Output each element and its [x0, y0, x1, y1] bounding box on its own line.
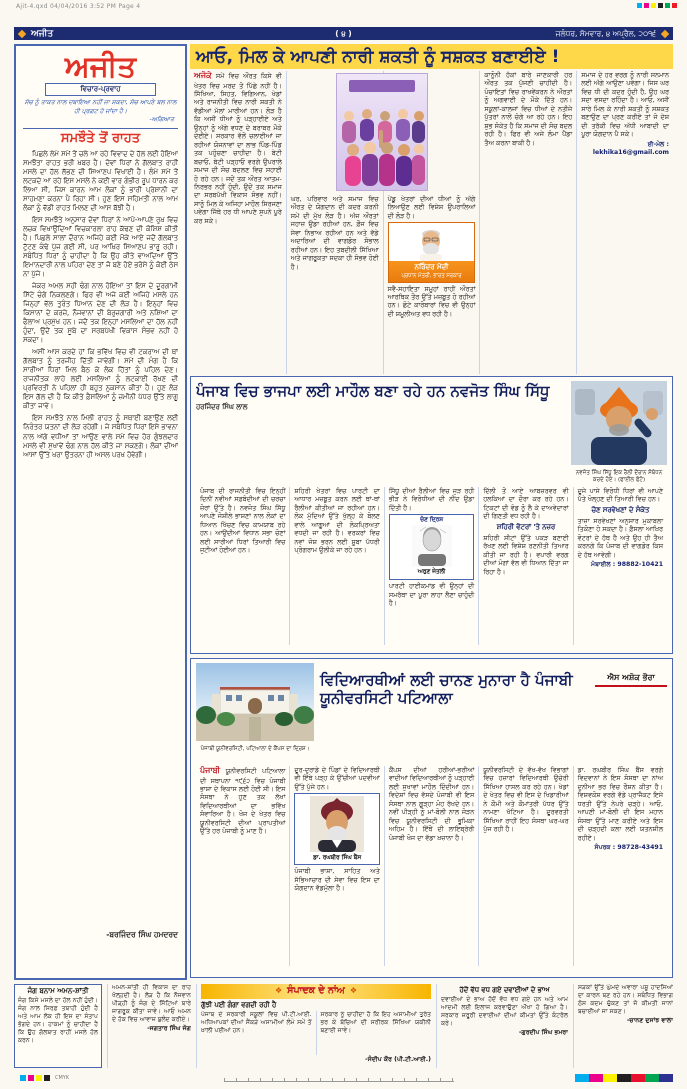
main-headline-band: [190, 44, 673, 69]
letter-medicine-prices: [436, 984, 568, 1068]
article-punjabi-university: [190, 658, 673, 978]
editor-letter-heading: ਗੁੱਝੀ ਪਈ ਗੰਗਾ ਵਗਦੀ ਰਹੀ ਹੈ: [201, 1001, 277, 1009]
university-photo-block: [196, 663, 314, 763]
article2-body: [196, 487, 667, 645]
article1-column-5: [576, 71, 673, 374]
bains-portrait-icon: [310, 796, 364, 852]
article2-headline-wrap: [196, 381, 565, 485]
main-headline: ਆਓ, ਮਿਲ ਕੇ ਆਪਣੀ ਨਾਰੀ ਸ਼ਕਤੀ ਨੂੰ ਸਸ਼ਕਤ ਬਣਾਈਏ !: [196, 46, 560, 67]
editorial-heading: ਸਮਝੌਤੇ ਤੋਂ ਰਾਹਤ: [60, 130, 141, 146]
letter-medicine-body: ਦਵਾਈਆਂ ਦੇ ਭਾਅ ਹੱਦੋਂ ਵੱਧ ਵਧ ਗਏ ਹਨ ਅਤੇ ਆਮ ਆਦਮੀ ਲਈ ਇਲਾਜ ਕਰਵਾਉਣਾ ਔਖਾ ਹੋ ਗਿਆ ਹੈ। ਸਰਕਾਰ ਜ਼ਰੂਰੀ ਦਵਾਈਆਂ ਦੀਆਂ ਕੀਮਤਾਂ ਉੱਤੇ ਕੰਟਰੋਲ ਕਰੇ।: [441, 995, 568, 1027]
editorial-paragraph: ਜੇਕਰ ਅਮਲ ਸਹੀ ਢੰਗ ਨਾਲ ਹੋਇਆ ਤਾਂ ਇਸ ਦੇ ਦੂਰਗਾਮੀ ਸਿੱਟੇ ਚੰਗੇ ਨਿਕਲਣਗੇ। ਫਿਰ ਵੀ ਅਜੇ ਕਈ ਅਜਿਹੇ ਮਸਲੇ ਹਨ ਜਿਨ੍ਹਾਂ ਵੱਲ ਤੁਰੰਤ ਧਿਆਨ ਦੇਣ ਦੀ ਲੋੜ ਹੈ। ਇਨ੍ਹਾਂ ਵਿਚ ਕਿਸਾਨਾਂ ਦੇ ਕਰਜ਼ੇ, ਨੌਜਵਾਨਾਂ ਦੀ ਬੇਰੁਜ਼ਗਾਰੀ ਅਤੇ ਨਸ਼ਿਆਂ ਦਾ ਫੈਲਾਅ ਪ੍ਰਮੁੱਖ ਹਨ। ਜਦੋਂ ਤਕ ਇਨ੍ਹਾਂ ਮਸਲਿਆਂ ਦਾ ਹੱਲ ਨਹੀਂ ਹੁੰਦਾ, ਉਦੋਂ ਤਕ ਸੂਬੇ ਦਾ ਸਰਬਪੱਖੀ ਵਿਕਾਸ ਸੰਭਵ ਨਹੀਂ ਹੋ ਸਕਦਾ।: [23, 282, 178, 345]
article2-column-2-text: ਸ਼ਹਿਰੀ ਖੇਤਰਾਂ ਵਿਚ ਪਾਰਟੀ ਦਾ ਆਧਾਰ ਮਜ਼ਬੂਤ ਕਰਨ ਲਈ ਥਾਂ-ਥਾਂ ਰੈਲੀਆਂ ਕੀਤੀਆਂ ਜਾ ਰਹੀਆਂ ਹਨ। ਲੋਕ ਮੁੱਦਿਆਂ ਉੱਤੇ ਖੁੱਲ੍ਹ ਕੇ ਬੋਲਣ ਵਾਲੇ ਆਗੂਆਂ ਦੀ ਲੋਕਪ੍ਰਿਅਤਾ ਵਧਦੀ ਜਾ ਰਹੀ ਹੈ। ਵਰਕਰਾਂ ਵਿਚ ਨਵਾਂ ਜੋਸ਼ ਭਰਨ ਲਈ ਸੂਬਾ ਪੱਧਰੀ ਪ੍ਰੋਗਰਾਮ ਉਲੀਕੇ ਜਾ ਰਹੇ ਹਨ।: [294, 487, 380, 555]
article3-column-2b-text: ਪੰਜਾਬੀ ਭਾਸ਼ਾ, ਸਾਹਿਤ ਅਤੇ ਸੱਭਿਆਚਾਰ ਦੀ ਸੇਵਾ ਵਿਚ ਇਸ ਦਾ ਯੋਗਦਾਨ ਵੱਡਮੁੱਲਾ ਹੈ।: [294, 867, 380, 893]
masthead-title: ਅਜੀਤ: [64, 49, 137, 83]
editorial-paragraph: ਪਿਛਲੇ ਲੰਮੇ ਸਮੇਂ ਤੋਂ ਚਲੇ ਆ ਰਹੇ ਵਿਵਾਦ ਦੇ ਹੱਲ ਲਈ ਹੋਇਆ ਸਮਝੌਤਾ ਰਾਹਤ ਭਰੀ ਖ਼ਬਰ ਹੈ। ਦੋਵਾਂ ਧਿਰਾਂ ਨੇ ਗੱਲਬਾਤ ਰਾਹੀਂ ਮਸਲੇ ਦਾ ਹੱਲ ਲੱਭਣ ਦੀ ਸਿਆਣਪ ਵਿਖਾਈ ਹੈ। ਲੰਮੇ ਸਮੇਂ ਤੋਂ ਲਟਕਦੇ ਆ ਰਹੇ ਇਸ ਮਸਲੇ ਨੇ ਕਈ ਵਾਰ ਗੰਭੀਰ ਰੂਪ ਧਾਰਨ ਕਰ ਲਿਆ ਸੀ, ਜਿਸ ਕਾਰਨ ਆਮ ਲੋਕਾਂ ਨੂੰ ਭਾਰੀ ਪ੍ਰੇਸ਼ਾਨੀ ਦਾ ਸਾਹਮਣਾ ਕਰਨਾ ਪੈ ਰਿਹਾ ਸੀ। ਹੁਣ ਇਸ ਸਹਿਮਤੀ ਨਾਲ ਆਮ ਲੋਕਾਂ ਨੂੰ ਵੱਡੀ ਰਾਹਤ ਮਿਲਣ ਦੀ ਆਸ ਬੱਝੀ ਹੈ।: [23, 149, 178, 212]
sidhu-photo-block: [571, 381, 667, 485]
letters-to-editor-block: [196, 984, 431, 1068]
editorial-paragraph: ਇਸ ਸਮਝੌਤੇ ਅਨੁਸਾਰ ਦੋਵਾਂ ਧਿਰਾਂ ਨੇ ਆਪੋ-ਆਪਣੇ ਰੁਖ਼ ਵਿਚ ਲਚਕ ਵਿਖਾਉਂਦਿਆਂ ਵਿਚਕਾਰਲਾ ਰਾਹ ਕੱਢਣ ਦੀ ਕੋਸ਼ਿਸ਼ ਕੀਤੀ ਹੈ। ਪਿਛਲੇ ਸਾਲਾਂ ਦੌਰਾਨ ਅਜਿਹੇ ਕਈ ਮੌਕੇ ਆਏ ਜਦੋਂ ਗੱਲਬਾਤ ਟੁੱਟਣ ਕੰਢੇ ਪੁੱਜ ਗਈ ਸੀ, ਪਰ ਆਖ਼ਿਰ ਸਿਆਣਪ ਭਾਰੂ ਰਹੀ। ਸਬੰਧਿਤ ਧਿਰਾਂ ਨੂੰ ਚਾਹੀਦਾ ਹੈ ਕਿ ਉਹ ਕੀਤੇ ਵਾਅਦਿਆਂ ਉੱਤੇ ਇਮਾਨਦਾਰੀ ਨਾਲ ਪਹਿਰਾ ਦੇਣ ਤਾਂ ਜੋ ਬਣੇ ਹੋਏ ਭਰੋਸੇ ਨੂੰ ਕੋਈ ਠੇਸ ਨਾ ਪੁੱਜੇ।: [23, 215, 178, 278]
paper-name: ਅਜੀਤ: [31, 28, 54, 39]
article1-column-5-text: ਸਮਾਜ ਦੇ ਹਰ ਵਰਗ ਨੂੰ ਨਾਰੀ ਸਨਮਾਨ ਲਈ ਅੱਗੇ ਆਉਣਾ ਪਵੇਗਾ। ਜਿਸ ਘਰ ਵਿਚ ਧੀ ਦੀ ਕਦਰ ਹੁੰਦੀ ਹੈ, ਉਹ ਘਰ ਸਦਾ ਵਸਦਾ ਰਹਿੰਦਾ ਹੈ। ਆਓ, ਅਸੀਂ ਸਾਰੇ ਮਿਲ ਕੇ ਨਾਰੀ ਸ਼ਕਤੀ ਨੂੰ ਸਸ਼ਕਤ ਬਣਾਉਣ ਦਾ ਪ੍ਰਣ ਕਰੀਏ ਤਾਂ ਜੋ ਦੇਸ਼ ਦੀ ਤਰੱਕੀ ਵਿਚ ਅੱਧੀ ਆਬਾਦੀ ਦਾ ਪੂਰਾ ਯੋਗਦਾਨ ਪੈ ਸਕੇ।: [581, 71, 669, 139]
banner-ornament-left-icon: ❖: [275, 986, 283, 996]
banner-ornament-right-icon: ❖: [349, 986, 357, 996]
article3-column-4-text: ਯੂਨੀਵਰਸਿਟੀ ਦੇ ਵੱਖ-ਵੱਖ ਵਿਭਾਗਾਂ ਵਿਚ ਹਜ਼ਾਰਾਂ ਵਿਦਿਆਰਥੀ ਉਚੇਰੀ ਸਿੱਖਿਆ ਹਾਸਲ ਕਰ ਰਹੇ ਹਨ। ਖੇਡਾਂ ਦੇ ਖੇਤਰ ਵਿਚ ਵੀ ਇਸ ਦੇ ਖਿਡਾਰੀਆਂ ਨੇ ਕੌਮੀ ਅਤੇ ਕੌਮਾਂਤਰੀ ਪੱਧਰ ਉੱਤੇ ਨਾਮਣਾ ਖੱਟਿਆ ਹੈ। ਦੂਰਵਰਤੀ ਸਿੱਖਿਆ ਰਾਹੀਂ ਇਹ ਸੰਸਥਾ ਘਰ-ਘਰ ਪੁੱਜ ਰਹੀ ਹੈ।: [483, 766, 569, 834]
article2-author: ਹਰਜਿੰਦਰ ਸਿੰਘ ਲਾਲ: [196, 403, 248, 412]
cmyk-swatches: [20, 1075, 69, 1081]
sidhu-photo-caption: ਨਵਜੋਤ ਸਿੰਘ ਸਿੱਧੂ ਇਕ ਰੈਲੀ ਦੌਰਾਨ ਸੰਬੋਧਨ ਕਰਦੇ ਹੋਏ। (ਫਾਈਲ ਫੋਟੋ): [575, 470, 663, 483]
article1-column-3b-text: ਸਵੈ-ਸਹਾਇਤਾ ਸਮੂਹਾਂ ਰਾਹੀਂ ਔਰਤਾਂ ਆਰਥਿਕ ਤੌਰ ਉੱਤੇ ਮਜ਼ਬੂਤ ਹੋ ਰਹੀਆਂ ਹਨ। ਛੋਟੇ ਕਾਰੋਬਾਰਾਂ ਵਿਚ ਵੀ ਉਨ੍ਹਾਂ ਦੀ ਸ਼ਮੂਲੀਅਤ ਵਧ ਰਹੀ ਹੈ।: [387, 284, 476, 318]
article3-headline: ਵਿਦਿਆਰਥੀਆਂ ਲਈ ਚਾਨਣ ਮੁਨਾਰਾ ਹੈ ਪੰਜਾਬੀ ਯੂਨੀਵਰਸਿਟੀ ਪਟਿਆਲਾ: [320, 671, 573, 707]
women-crowd-illustration-icon: [337, 74, 427, 190]
article3-column-2a-text: ਦੂਰ-ਦੁਰਾਡੇ ਦੇ ਪਿੰਡਾਂ ਦੇ ਵਿਦਿਆਰਥੀ ਵੀ ਇੱਥੇ ਪੜ੍ਹ ਕੇ ਉੱਚੀਆਂ ਪਦਵੀਆਂ ਉੱਤੇ ਪੁੱਜੇ ਹਨ।: [294, 766, 380, 791]
editor-letter-body-2: ਸਰਕਾਰ ਨੂੰ ਚਾਹੀਦਾ ਹੈ ਕਿ ਇਹ ਅਸਾਮੀਆਂ ਤੁਰੰਤ ਭਰ ਕੇ ਬੱਚਿਆਂ ਦੀ ਸਰੀਰਕ ਸਿੱਖਿਆ ਯਕੀਨੀ ਬਣਾਈ ਜਾਵੇ।: [316, 1011, 432, 1055]
jaitley-name: ਅਰੁਣ ਜੇਤਲੀ: [417, 569, 446, 576]
registration-ruler: [224, 1078, 454, 1082]
article3-column-5-text: ਡਾ. ਰਘਬੀਰ ਸਿੰਘ ਬੈਂਸ ਵਰਗੇ ਵਿਦਵਾਨਾਂ ਨੇ ਇਸ ਸੰਸਥਾ ਦਾ ਨਾਂਅ ਦੁਨੀਆ ਭਰ ਵਿਚ ਰੌਸ਼ਨ ਕੀਤਾ ਹੈ। ਵਿਸ਼ਵਕੋਸ਼ ਵਰਗੇ ਵੱਡੇ ਪ੍ਰਾਜੈਕਟ ਇਸੇ ਧਰਤੀ ਉੱਤੇ ਨੇਪਰੇ ਚੜ੍ਹੇ। ਆਓ, ਆਪਣੀ ਮਾਂ-ਬੋਲੀ ਦੀ ਇਸ ਮਹਾਨ ਸੰਸਥਾ ਉੱਤੇ ਮਾਣ ਕਰੀਏ ਅਤੇ ਇਸ ਦੀ ਚੜ੍ਹਦੀ ਕਲਾ ਲਈ ਯਤਨਸ਼ੀਲ ਰਹੀਏ।: [577, 766, 664, 842]
editorial-divider: [23, 128, 178, 129]
article2-column-3: [384, 487, 478, 645]
editorial-quote-attribution: -ਅਗਿਆਤ: [149, 115, 174, 123]
article1-column-3a-text: ਪੇਂਡੂ ਖੇਤਰਾਂ ਦੀਆਂ ਧੀਆਂ ਨੂੰ ਅੱਗੇ ਲਿਆਉਣ ਲਈ ਵਿਸ਼ੇਸ਼ ਉਪਰਾਲਿਆਂ ਦੀ ਲੋੜ ਹੈ।: [387, 195, 476, 220]
letters-strip: [14, 984, 673, 1068]
letter-stray-cattle-signature: -ਚਾਨਣ ਦੁਸਾਂਝ ਵਾਲਾ: [626, 1016, 673, 1024]
article-sidhu-bjp: [190, 376, 673, 654]
print-info-line: Ajit-4.qxd 04/04/2016 3:52 PM Page 4: [16, 3, 141, 10]
sidhu-photo-icon: [571, 381, 667, 465]
letter-stray-cattle-body: ਸੜਕਾਂ ਉੱਤੇ ਘੁੰਮਦੇ ਅਵਾਰਾ ਪਸ਼ੂ ਹਾਦਸਿਆਂ ਦਾ ਕਾਰਨ ਬਣ ਰਹੇ ਹਨ। ਸਬੰਧਿਤ ਵਿਭਾਗ ਠੋਸ ਕਦਮ ਚੁੱਕਣ ਤਾਂ ਜੋ ਕੀਮਤੀ ਜਾਨਾਂ ਬਚਾਈਆਂ ਜਾ ਸਕਣ।: [578, 984, 673, 1015]
article2-column-1: [196, 487, 289, 645]
article2-column-5b-text: ਤਾਜ਼ਾ ਸਰਵੇਖਣਾਂ ਅਨੁਸਾਰ ਮੁਕਾਬਲਾ ਤਿਕੋਣਾ ਹੋ ਸਕਦਾ ਹੈ। ਫ਼ੈਸਲਾ ਆਖ਼ਿਰ ਵੋਟਰਾਂ ਦੇ ਹੱਥ ਹੈ ਅਤੇ ਉਹ ਹੀ ਤੈਅ ਕਰਨਗੇ ਕਿ ਪੰਜਾਬ ਦੀ ਵਾਗਡੋਰ ਕਿਸ ਦੇ ਹੱਥ ਆਵੇਗੀ।: [577, 516, 664, 559]
article3-column-3: [384, 766, 478, 966]
article2-subhead-2: ਚੋਣ ਸਰਵੇਖਣਾਂ ਦੇ ਸੰਕੇਤ: [591, 505, 650, 514]
letter-war-peace-signature: -ਜਗਤਾਰ ਸਿੰਘ ਜੋਗ: [147, 1024, 191, 1032]
letters-to-editor-title: ਸੰਪਾਦਕ ਦੇ ਨਾਂਅ: [287, 985, 345, 997]
article2-column-4: [478, 487, 572, 645]
article3-body: [196, 766, 667, 966]
modi-name: ਨਰਿੰਦਰ ਮੋਦੀ: [414, 263, 449, 272]
letter-medicine-signature: -ਗੁਰਦੀਪ ਸਿੰਘ ਭਮਰਾ: [518, 1028, 568, 1036]
jaitley-sketch-icon: [412, 525, 452, 567]
jaitley-sketch-box: [389, 514, 474, 580]
article1-column-1: [190, 71, 286, 374]
article1-column-4-text: ਕਾਨੂੰਨੀ ਹੱਕਾਂ ਬਾਰੇ ਜਾਣਕਾਰੀ ਹਰ ਔਰਤ ਤਕ ਪੁੱਜਣੀ ਚਾਹੀਦੀ ਹੈ। ਪੰਚਾਇਤਾਂ ਵਿਚ ਰਾਖਵੇਂਕਰਨ ਨੇ ਔਰਤਾਂ ਨੂੰ ਅਗਵਾਈ ਦੇ ਮੌਕੇ ਦਿੱਤੇ ਹਨ। ਸਕੂਲਾਂ-ਕਾਲਜਾਂ ਵਿਚ ਧੀਆਂ ਦੇ ਨਤੀਜੇ ਪੁੱਤਰਾਂ ਨਾਲੋਂ ਚੰਗੇ ਆ ਰਹੇ ਹਨ। ਇਹ ਸ਼ੁਭ ਸੰਕੇਤ ਹੈ ਕਿ ਸਮਾਜ ਦੀ ਸੋਚ ਬਦਲ ਰਹੀ ਹੈ। ਫਿਰ ਵੀ ਅਜੇ ਲੰਮਾ ਪੈਂਡਾ ਤੈਅ ਕਰਨਾ ਬਾਕੀ ਹੈ।: [484, 71, 573, 147]
article3-column-4: [478, 766, 572, 966]
cmyk-label: CMYK: [55, 1075, 70, 1081]
article3-author-block: [595, 673, 667, 763]
article3-headline-wrap: [320, 663, 667, 763]
article3-contact: ਸੰਪਰਕ : 98728-43491: [594, 844, 664, 852]
registration-marks-top: [637, 3, 677, 8]
article1-column-2-text: ਘਰ, ਪਰਿਵਾਰ ਅਤੇ ਸਮਾਜ ਵਿਚ ਔਰਤ ਦੇ ਯੋਗਦਾਨ ਦੀ ਕਦਰ ਕਰਨੀ ਸਮੇਂ ਦੀ ਮੁੱਖ ਲੋੜ ਹੈ। ਅੱਜ ਔਰਤਾਂ ਜਹਾਜ਼ ਉਡਾ ਰਹੀਆਂ ਹਨ, ਫ਼ੌਜ ਵਿਚ ਸੇਵਾ ਨਿਭਾਅ ਰਹੀਆਂ ਹਨ ਅਤੇ ਵੱਡੇ ਅਦਾਰਿਆਂ ਦੀ ਵਾਗਡੋਰ ਸੰਭਾਲ ਰਹੀਆਂ ਹਨ। ਇਹ ਤਬਦੀਲੀ ਸਿੱਖਿਆ ਅਤੇ ਜਾਗਰੂਕਤਾ ਸਦਕਾ ਹੀ ਸੰਭਵ ਹੋਈ ਹੈ।: [290, 195, 379, 271]
editor-letter-body-1: ਪੰਜਾਬ ਦੇ ਸਰਕਾਰੀ ਸਕੂਲਾਂ ਵਿਚ ਪੀ.ਟੀ.ਆਈ. ਅਧਿਆਪਕਾਂ ਦੀਆਂ ਸੈਂਕੜੇ ਅਸਾਮੀਆਂ ਲੰਮੇ ਸਮੇਂ ਤੋਂ ਖ਼ਾਲੀ ਪਈਆਂ ਹਨ।: [201, 1010, 312, 1034]
editorial-column: [14, 44, 187, 980]
letters-to-editor-banner: [201, 984, 431, 999]
article1-contact: ਈ-ਮੇਲ : lekhika16@gmail.com: [592, 140, 669, 156]
article1-lead-word: ਅਜੋਕੇ: [194, 71, 212, 80]
modi-title: ਪ੍ਰਧਾਨ ਮੰਤਰੀ, ਭਾਰਤ ਸਰਕਾਰ: [401, 272, 462, 279]
letter-war-peace-continuation: [107, 984, 191, 1068]
article3-column-1: [196, 766, 289, 966]
university-photo-icon: [196, 663, 314, 741]
article3-column-1-text: ਯੂਨੀਵਰਸਿਟੀ ਪਟਿਆਲਾ ਦੀ ਸਥਾਪਨਾ ੧੯੬੨ ਵਿਚ ਪੰਜਾਬੀ ਭਾਸ਼ਾ ਦੇ ਵਿਕਾਸ ਲਈ ਹੋਈ ਸੀ। ਇਸ ਸੰਸਥਾ ਨੇ ਹੁਣ ਤਕ ਲੱਖਾਂ ਵਿਦਿਆਰਥੀਆਂ ਦਾ ਭਵਿੱਖ ਸੰਵਾਰਿਆ ਹੈ। ਖੋਜ ਦੇ ਖੇਤਰ ਵਿਚ ਯੂਨੀਵਰਸਿਟੀ ਦੀਆਂ ਪ੍ਰਾਪਤੀਆਂ ਉੱਤੇ ਹਰ ਪੰਜਾਬੀ ਨੂੰ ਮਾਣ ਹੈ।: [200, 767, 286, 836]
editorial-quote: ਸੱਚ ਨੂੰ ਤਾਕਤ ਨਾਲ ਦਬਾਇਆ ਨਹੀਂ ਜਾ ਸਕਦਾ, ਸੱਚ ਆਪਣੇ ਬਲ ਨਾਲ ਹੀ ਪ੍ਰਗਟ ਹੋ ਜਾਂਦਾ ਹੈ।: [24, 99, 177, 115]
article2-subhead-1: ਸ਼ਹਿਰੀ ਵੋਟਰਾਂ 'ਤੇ ਨਜ਼ਰ: [496, 522, 556, 531]
article2-column-2: [289, 487, 383, 645]
article2-column-4b-text: ਸ਼ਹਿਰੀ ਸੀਟਾਂ ਉੱਤੇ ਪਕੜ ਬਣਾਈ ਰੱਖਣ ਲਈ ਵਿਸ਼ੇਸ਼ ਰਣਨੀਤੀ ਤਿਆਰ ਕੀਤੀ ਜਾ ਰਹੀ ਹੈ। ਵਪਾਰੀ ਵਰਗ ਦੀਆਂ ਮੰਗਾਂ ਵੱਲ ਵੀ ਧਿਆਨ ਦਿੱਤਾ ਜਾ ਰਿਹਾ ਹੈ।: [483, 533, 569, 576]
article2-column-5a-text: ਦੂਜੇ ਪਾਸੇ ਵਿਰੋਧੀ ਧਿਰਾਂ ਵੀ ਆਪਣੇ ਪੱਤੇ ਖੋਲ੍ਹਣ ਦੀ ਤਿਆਰੀ ਵਿਚ ਹਨ।: [577, 487, 664, 504]
modi-photo-box: [388, 222, 476, 282]
bains-photo-box: [294, 793, 379, 865]
press-marks-footer: [14, 1074, 673, 1084]
editorial-body: [23, 150, 178, 928]
article3-lead-word: ਪੰਜਾਬੀ: [200, 766, 221, 775]
letter-war-peace-box: [14, 984, 102, 1068]
article3-column-3-text: ਕੈਂਪਸ ਦੀਆਂ ਹਰੀਆਂ-ਭਰੀਆਂ ਵਾਦੀਆਂ ਵਿਦਿਆਰਥੀਆਂ ਨੂੰ ਪੜ੍ਹਾਈ ਲਈ ਸੁਖਾਵਾਂ ਮਾਹੌਲ ਦਿੰਦੀਆਂ ਹਨ। ਵਿਦੇਸ਼ਾਂ ਵਿਚ ਵੱਸਦੇ ਪੰਜਾਬੀ ਵੀ ਇਸ ਸੰਸਥਾ ਨਾਲ ਗੂੜ੍ਹਾ ਮੋਹ ਰੱਖਦੇ ਹਨ। ਨਵੀਂ ਪੀੜ੍ਹੀ ਨੂੰ ਮਾਂ-ਬੋਲੀ ਨਾਲ ਜੋੜਨ ਵਿਚ ਯੂਨੀਵਰਸਿਟੀ ਦੀ ਭੂਮਿਕਾ ਅਹਿਮ ਹੈ। ਇੱਥੋਂ ਦੀ ਲਾਇਬ੍ਰੇਰੀ ਪੰਜਾਬੀ ਖੋਜ ਦਾ ਵੱਡਾ ਖ਼ਜ਼ਾਨਾ ਹੈ।: [388, 766, 475, 842]
article2-contact: ਮੋਬਾਈਲ : 98882-10421: [591, 561, 664, 569]
color-calibration-bars: [575, 1074, 673, 1082]
article3-column-5: [573, 766, 667, 966]
date-line: ਜਲੰਧਰ, ਸੋਮਵਾਰ, ੪ ਅਪ੍ਰੈਲ, ੨੦੧੬: [555, 28, 656, 38]
page-number: ( ੪ ): [335, 28, 352, 38]
editorial-signature: -ਬਰਜਿੰਦਰ ਸਿੰਘ ਹਮਦਰਦ: [106, 929, 178, 939]
article2-column-1-text: ਪੰਜਾਬ ਦੀ ਰਾਜਨੀਤੀ ਵਿਚ ਇਨ੍ਹੀਂ ਦਿਨੀਂ ਨਵੀਆਂ ਸਫ਼ਬੰਦੀਆਂ ਦੀ ਚਰਚਾ ਜ਼ੋਰਾਂ ਉੱਤੇ ਹੈ। ਨਵਜੋਤ ਸਿੰਘ ਸਿੱਧੂ ਆਪਣੇ ਜੋਸ਼ੀਲੇ ਭਾਸ਼ਣਾਂ ਨਾਲ ਲੋਕਾਂ ਦਾ ਧਿਆਨ ਖਿੱਚਣ ਵਿਚ ਕਾਮਯਾਬ ਰਹੇ ਹਨ। ਆਉਂਦੀਆਂ ਵਿਧਾਨ ਸਭਾ ਚੋਣਾਂ ਲਈ ਸਾਰੀਆਂ ਧਿਰਾਂ ਤਿਆਰੀ ਵਿਚ ਜੁਟੀਆਂ ਹੋਈਆਂ ਹਨ।: [200, 487, 286, 555]
letter-war-peace-heading: ਜੰਗ ਬਨਾਮ ਅਮਨ-ਸ਼ਾਂਤੀ: [27, 987, 89, 995]
letter-war-peace-body-2: ਅਮਨ-ਸ਼ਾਂਤੀ ਹੀ ਵਿਕਾਸ ਦਾ ਰਾਹ ਖੋਲ੍ਹਦੀ ਹੈ। ਲੋੜ ਹੈ ਕਿ ਨੌਜਵਾਨ ਪੀੜ੍ਹੀ ਨੂੰ ਜੰਗ ਦੇ ਸਿੱਟਿਆਂ ਬਾਰੇ ਜਾਗਰੂਕ ਕੀਤਾ ਜਾਵੇ। ਆਓ ਅਮਨ ਦੇ ਹੱਕ ਵਿਚ ਆਵਾਜ਼ ਬੁਲੰਦ ਕਰੀਏ।: [112, 984, 191, 1023]
article1-column-4: [479, 71, 576, 374]
university-photo-caption: ਪੰਜਾਬੀ ਯੂਨੀਵਰਸਿਟੀ, ਪਟਿਆਲਾ ਦੇ ਕੈਂਪਸ ਦਾ ਦ੍ਰਿਸ਼।: [200, 746, 310, 752]
letter-stray-cattle: [573, 984, 673, 1068]
modi-caption: [389, 261, 475, 281]
article2-headline: ਪੰਜਾਬ ਵਿਚ ਭਾਜਪਾ ਲਈ ਮਾਹੌਲ ਬਣਾ ਰਹੇ ਹਨ ਨਵਜੋਤ ਸਿੰਘ ਸਿੱਧੂ: [196, 382, 550, 400]
women-crowd-illustration: [336, 73, 428, 191]
article1-body: [190, 71, 673, 374]
article2-top-row: [196, 381, 667, 485]
modi-portrait: [389, 223, 475, 261]
letter-medicine-heading: ਹੱਦੋਂ ਵੱਧ ਵਧ ਗਏ ਦਵਾਈਆਂ ਦੇ ਭਾਅ: [459, 986, 550, 994]
article3-column-2: [289, 766, 383, 966]
article2-column-3a-text: ਸਿੱਧੂ ਦੀਆਂ ਰੈਲੀਆਂ ਵਿਚ ਜੁੜ ਰਹੀ ਭੀੜ ਨੇ ਵਿਰੋਧੀਆਂ ਦੀ ਨੀਂਦ ਉਡਾ ਦਿੱਤੀ ਹੈ।: [388, 487, 475, 512]
modi-portrait-icon: [416, 227, 446, 261]
article3-top-row: [196, 663, 667, 763]
page-header-bar: [14, 27, 673, 40]
masthead-tagline: ਵਿਚਾਰ-ਪ੍ਰਵਾਹ: [45, 83, 157, 96]
article2-column-3b-text: ਪਾਰਟੀ ਹਾਈਕਮਾਂਡ ਵੀ ਉਨ੍ਹਾਂ ਦੀ ਸਮਰੱਥਾ ਦਾ ਪੂਰਾ ਲਾਹਾ ਲੈਣਾ ਚਾਹੁੰਦੀ ਹੈ।: [388, 582, 475, 607]
jaitley-box-title: ਚੋਣ ਦ੍ਰਿਸ਼: [420, 517, 443, 524]
editor-letter-signature: -ਸੰਦੀਪ ਕੌਰ (ਪੀ.ਟੀ.ਆਈ.): [365, 1055, 431, 1063]
article1-column-1-text: ਸਮੇਂ ਵਿਚ ਔਰਤ ਕਿਸੇ ਵੀ ਖੇਤਰ ਵਿਚ ਮਰਦ ਤੋਂ ਪਿੱਛੇ ਨਹੀਂ ਹੈ। ਸਿੱਖਿਆ, ਸਿਹਤ, ਵਿਗਿਆਨ, ਖੇਡਾਂ ਅਤੇ ਰਾਜਨੀਤੀ ਵਿਚ ਨਾਰੀ ਸ਼ਕਤੀ ਨੇ ਵੱਡੀਆਂ ਮੱਲਾਂ ਮਾਰੀਆਂ ਹਨ। ਲੋੜ ਹੈ ਕਿ ਅਸੀਂ ਧੀਆਂ ਨੂੰ ਪੜ੍ਹਾਈਏ ਅਤੇ ਉਨ੍ਹਾਂ ਨੂੰ ਅੱਗੇ ਵਧਣ ਦੇ ਬਰਾਬਰ ਮੌਕੇ ਦੇਈਏ। ਸਰਕਾਰ ਵੱਲੋਂ ਚਲਾਈਆਂ ਜਾ ਰਹੀਆਂ ਯੋਜਨਾਵਾਂ ਦਾ ਲਾਭ ਪਿੰਡ-ਪਿੰਡ ਤਕ ਪਹੁੰਚਣਾ ਚਾਹੀਦਾ ਹੈ। ਬੇਟੀ ਬਚਾਓ, ਬੇਟੀ ਪੜ੍ਹਾਓ ਵਰਗੇ ਉਪਰਾਲੇ ਸਮਾਜ ਦੀ ਸੋਚ ਬਦਲਣ ਵਿਚ ਸਹਾਈ ਹੋ ਰਹੇ ਹਨ। ਜਦੋਂ ਤਕ ਔਰਤ ਆਤਮ-ਨਿਰਭਰ ਨਹੀਂ ਹੁੰਦੀ, ਉਦੋਂ ਤਕ ਸਮਾਜ ਦਾ ਸਰਬਪੱਖੀ ਵਿਕਾਸ ਸੰਭਵ ਨਹੀਂ। ਸਾਨੂੰ ਮਿਲ ਕੇ ਅਜਿਹਾ ਮਾਹੌਲ ਸਿਰਜਣਾ ਪਵੇਗਾ ਜਿੱਥੇ ਹਰ ਧੀ ਆਪਣੇ ਸੁਪਨੇ ਪੂਰੇ ਕਰ ਸਕੇ।: [194, 72, 282, 225]
editorial-paragraph: ਇਸ ਸਮਝੌਤੇ ਨਾਲ ਮਿਲੀ ਰਾਹਤ ਨੂੰ ਸਥਾਈ ਬਣਾਉਣ ਲਈ ਨਿਰੰਤਰ ਯਤਨਾਂ ਦੀ ਲੋੜ ਰਹੇਗੀ। ਜੇ ਸਬੰਧਿਤ ਧਿਰਾਂ ਇਸੇ ਭਾਵਨਾ ਨਾਲ ਅੱਗੇ ਵਧੀਆਂ ਤਾਂ ਆਉਣ ਵਾਲੇ ਸਮੇਂ ਵਿਚ ਹੋਰ ਗੁੰਝਲਦਾਰ ਮਸਲੇ ਵੀ ਸੁਖਾਵੇਂ ਢੰਗ ਨਾਲ ਹੱਲ ਕੀਤੇ ਜਾ ਸਕਣਗੇ। ਲੋਕਾਂ ਦੀਆਂ ਆਸਾਂ ਉੱਤੇ ਖਰਾ ਉਤਰਨਾ ਹੀ ਅਸਲ ਪਰਖ ਹੋਵੇਗੀ।: [23, 414, 178, 459]
editor-letter-columns: [201, 1011, 431, 1055]
article2-column-5: [573, 487, 667, 645]
editorial-paragraph: ਅਸੀਂ ਆਸ ਕਰਦੇ ਹਾਂ ਕਿ ਭਵਿੱਖ ਵਿਚ ਵੀ ਟਕਰਾਅ ਦੀ ਥਾਂ ਗੱਲਬਾਤ ਨੂੰ ਤਰਜੀਹ ਦਿੱਤੀ ਜਾਵੇਗੀ। ਸਮੇਂ ਦੀ ਮੰਗ ਹੈ ਕਿ ਸਾਰੀਆਂ ਧਿਰਾਂ ਮਿਲ ਬੈਠ ਕੇ ਲੋਕ ਹਿੱਤਾਂ ਨੂੰ ਪਹਿਲ ਦੇਣ। ਰਾਜਨੀਤਕ ਲਾਹੇ ਲਈ ਮਸਲਿਆਂ ਨੂੰ ਲਟਕਾਈ ਰੱਖਣ ਦੀ ਪ੍ਰਵਿਰਤੀ ਨੇ ਪਹਿਲਾਂ ਹੀ ਬਹੁਤ ਨੁਕਸਾਨ ਕੀਤਾ ਹੈ। ਹੁਣ ਲੋੜ ਇਸ ਗੱਲ ਦੀ ਹੈ ਕਿ ਕੀਤੇ ਫ਼ੈਸਲਿਆਂ ਨੂੰ ਜ਼ਮੀਨੀ ਪੱਧਰ ਉੱਤੇ ਲਾਗੂ ਕੀਤਾ ਜਾਵੇ।: [23, 348, 178, 411]
article3-author: ਐਸ ਅਸ਼ੋਕ ਭੌਰਾ: [595, 673, 667, 687]
article2-column-4a-text: ਦਿੱਲੀ ਤੋਂ ਆਏ ਆਬਜ਼ਰਵਰ ਵੀ ਹਲਕਿਆਂ ਦਾ ਦੌਰਾ ਕਰ ਰਹੇ ਹਨ। ਟਿਕਟਾਂ ਦੀ ਵੰਡ ਨੂੰ ਲੈ ਕੇ ਦਾਅਵੇਦਾਰਾਂ ਦੀ ਗਿਣਤੀ ਵਧ ਰਹੀ ਹੈ।: [483, 487, 569, 521]
letter-war-peace-body: ਜੰਗ ਕਿਸੇ ਮਸਲੇ ਦਾ ਹੱਲ ਨਹੀਂ ਹੁੰਦੀ। ਜੰਗ ਨਾਲ ਸਿਰਫ਼ ਤਬਾਹੀ ਹੁੰਦੀ ਹੈ ਅਤੇ ਆਮ ਲੋਕ ਹੀ ਇਸ ਦਾ ਸੰਤਾਪ ਭੋਗਦੇ ਹਨ। ਹਾਕਮਾਂ ਨੂੰ ਚਾਹੀਦਾ ਹੈ ਕਿ ਉਹ ਗੱਲਬਾਤ ਰਾਹੀਂ ਮਸਲੇ ਹੱਲ ਕਰਨ।: [18, 997, 98, 1044]
article-women-empowerment: [190, 44, 673, 374]
bains-caption: ਡਾ. ਰਘਬੀਰ ਸਿੰਘ ਬੈਂਸ: [313, 854, 362, 861]
